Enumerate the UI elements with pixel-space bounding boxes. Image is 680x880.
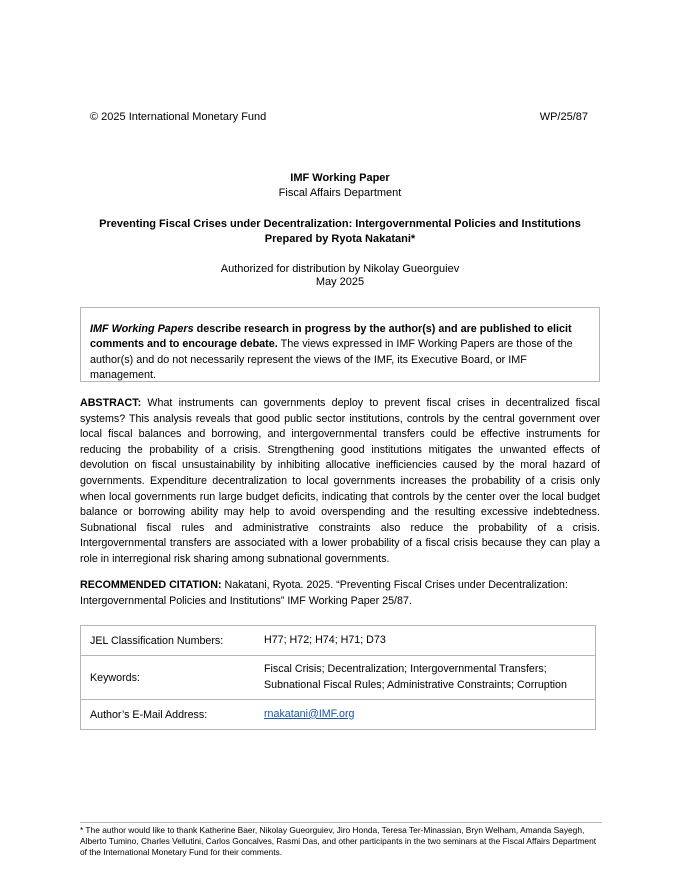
paper-number: WP/25/87 [539,111,588,123]
jel-value: H77; H72; H74; H71; D73 [255,626,596,656]
paper-title: Preventing Fiscal Crises under Decentralization: Intergovernmental Policies and Institutions [99,218,581,230]
prepared-by: Prepared by Ryota Nakatani* [264,233,416,245]
copyright-notice: © 2025 International Monetary Fund [90,111,267,123]
keywords-line: Fiscal Crisis; Decentralization; Intergovernmental Transfers; [264,662,547,675]
table-row [81,626,596,656]
table-row [81,656,596,700]
citation-text: Nakatani, Ryota. 2025. “Preventing Fiscal Crises under Decentralization: Intergovernmental Policies and Institutions” IMF Working Paper 25/87. [80,579,568,607]
disclaimer-text: The views expressed in IMF Working Papers are those of the author(s) and do not necessarily represent the views of the IMF, its Executive Board, or IMF management. [90,338,573,381]
jel-label: JEL Classification Numbers: [81,626,256,656]
publication-date: May 2025 [315,276,365,288]
abstract-label: ABSTRACT: [80,397,142,409]
disclaimer-bold-text: describe research in progress by the author(s) and are published to elicit comments and to encourage debate. [90,323,572,351]
email-label: Author’s E-Mail Address: [81,700,256,730]
keywords-line: Subnational Fiscal Rules; Administrative Constraints; Corruption [264,678,567,691]
authorized-by: Authorized for distribution by Nikolay Gueorguiev [220,263,460,275]
disclaimer-lead: IMF Working Papers [90,323,194,335]
metadata-table [80,625,596,730]
footnote-divider [80,822,602,823]
disclaimer-box [80,307,600,382]
citation-label: RECOMMENDED CITATION: [80,579,222,591]
keywords-label: Keywords: [81,656,256,700]
table-row [81,700,596,730]
department: Fiscal Affairs Department [278,187,402,199]
keywords-value [255,656,596,700]
abstract [80,396,600,568]
author-email-link[interactable]: rnakatani@IMF.org [264,707,355,720]
footnote: * The author would like to thank Katherine Baer, Nikolay Gueorguiev, Jiro Honda, Teresa Ter-Minassian, Bryn Welham, Amanda Sayegh, Alberto Tumino, Charles Vellutini, Carlos Goncalves, Rasmi Das, and other participants in the two seminars at the Fiscal Affairs Department of the International Monetary Fund for their comments. [80,825,597,857]
abstract-text: What instruments can governments deploy to prevent fiscal crises in decentralized fiscal systems? This analysis reveals that good public sector institutions, controls by the central government over local fiscal balances and borrowing, and intergovernmental transfers could be effective instruments for reducing the probability of a crisis. Strengthening good institutions mitigates the unwanted effects of devolution on fiscal unsustainability by inhibiting allocative inefficiencies caused by the moral hazard of governments. Expenditure decentralization to local governments increases the probability of a crisis only when local governments run large budget deficits, indicating that controls by the center over the local budget balance or borrowing ability may help to avoid overspending and the resulting excessive indebtedness. Subnational fiscal rules and administrative constraints also reduce the probability of a crisis. Intergovernmental transfers are associated with a lower probability of a fiscal crisis because they can play a role in interregional risk sharing among subnational governments. [80,397,600,565]
email-cell [255,700,596,730]
series-title: IMF Working Paper [290,172,390,184]
recommended-citation [80,578,600,609]
